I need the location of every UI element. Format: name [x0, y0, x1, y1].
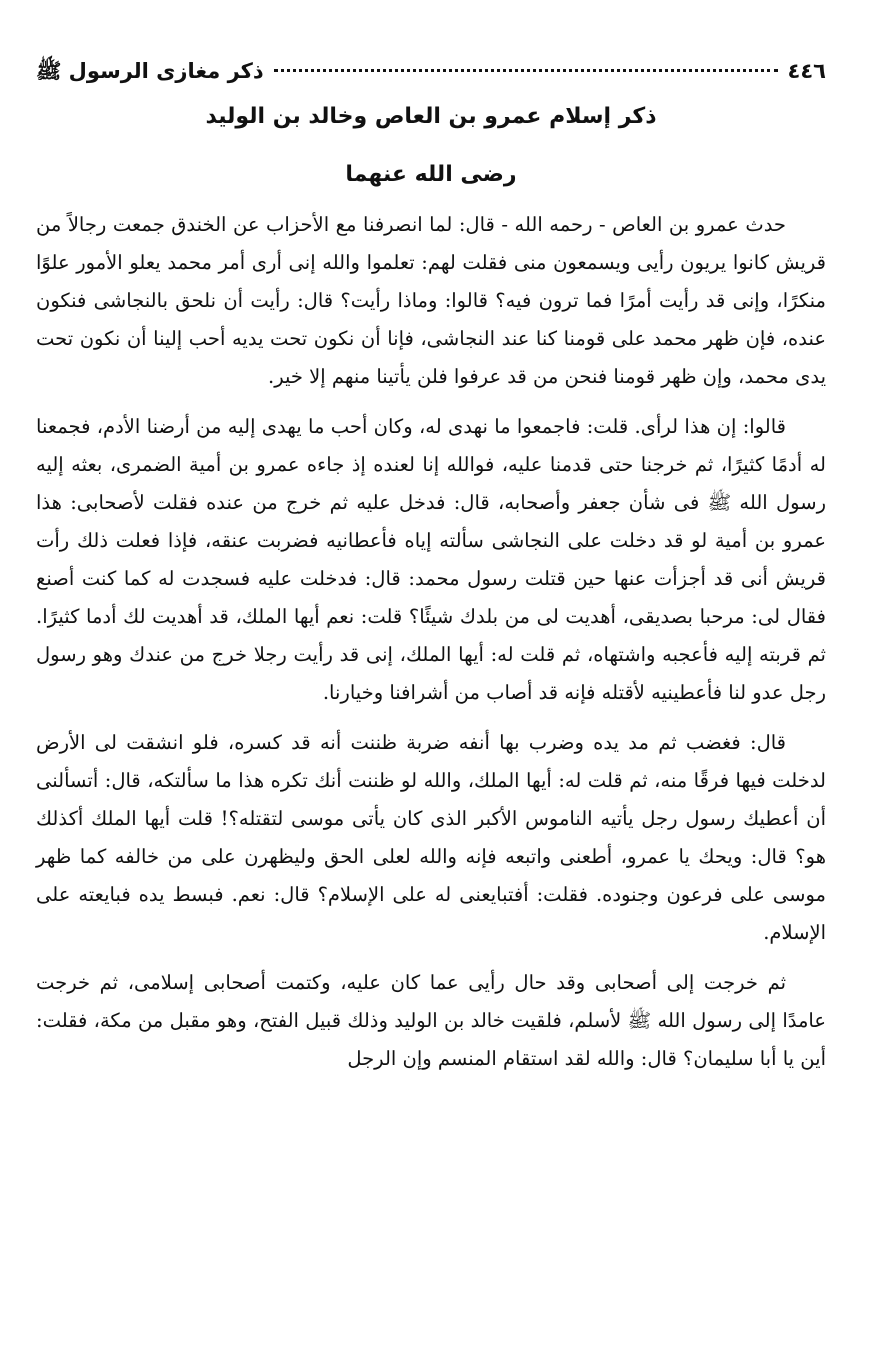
paragraph-4: ثم خرجت إلى أصحابى وقد حال رأيى عما كان عليه، وكتمت أصحابى إسلامى، ثم خرجت عامدًا إلى رسول الله ﷺ لأسلم، فلقيت خالد بن الوليد وذلك قبيل الفتح، وهو مقبل من مكة، فقلت: أين يا أبا سليمان؟ قال: والله لقد استقام المنسم وإن الرجل: [36, 971, 826, 1070]
book-page: [36, 58, 826, 1090]
paragraph-3: قال: فغضب ثم مد يده وضرب بها أنفه ضربة ظننت أنه قد كسره، فلو انشقت لى الأرض لدخلت فيها فرقًا منه، ثم قلت له: أيها الملك، والله لو ظننت أنك تكره هذا ما سألتكه، قال: أتسألنى أن أعطيك رسول رجل يأتيه الناموس الأكبر الذى كان يأتى موسى لتقتله؟! قلت أيها الملك أكذلك هو؟ قال: ويحك يا عمرو، أطعنى واتبعه فإنه والله لعلى الحق وليظهرن على من خالفه كما ظهر موسى على فرعون وجنوده. فقلت: أفتبايعنى له على الإسلام؟ قال: نعم. فبسط يده فبايعته على الإسلام.: [36, 731, 826, 944]
page-number: ٤٤٦: [787, 59, 826, 83]
paragraph-1: حدث عمرو بن العاص - رحمه الله - قال: لما انصرفنا مع الأحزاب عن الخندق جمعت رجالاً من قريش كانوا يريون رأيى ويسمعون منى فقلت لهم: تعلموا والله إنى أرى أمر محمد يعلو الأمور علوًا منكرًا، وإنى قد رأيت أمرًا فما ترون فيه؟ قالوا: وماذا رأيت؟ قال: رأيت أن نلحق بالنجاشى فنكون عنده، فإن ظهر محمد على قومنا كنا عند النجاشى، فإنا أن نكون تحت يديه أحب إلينا أن نكون تحت يدى محمد، وإن ظهر قومنا فنحن من قد عرفوا فلن يأتينا منهم إلا خير.: [36, 213, 826, 388]
chapter-subtitle: رضى الله عنهما: [345, 162, 517, 187]
dotted-leader: [274, 69, 778, 72]
paragraph-2: قالوا: إن هذا لرأى. قلت: فاجمعوا ما نهدى له، وكان أحب ما يهدى إليه من أرضنا الأدم، فجمعنا له أدمًا كثيرًا، ثم خرجنا حتى قدمنا عليه، فوالله إنا لعنده إذ جاءه عمرو بن أمية الضمرى، بعثه إليه رسول الله ﷺ فى شأن جعفر وأصحابه، قال: فدخل عليه ثم خرج من عنده فقلت لأصحابى: هذا عمرو بن أمية لو قد دخلت على النجاشى سألته إياه فأعطانيه فضربت عنقه، فإذا فعلت ذلك رأت قريش أنى قد أجزأت عنها حين قتلت رسول محمد: قال: فدخلت عليه فسجدت له كما كنت أصنع فقال لى: مرحبا بصديقى، أهديت لى من بلدك شيئًا؟ قلت: نعم أيها الملك، قد أهديت لك أدما كثيرًا. ثم قربته إليه فأعجبه واشتهاه، ثم قلت له: أيها الملك، إنى قد رأيت رجلا خرج من عندك وهو رسول رجل عدو لنا فأعطينيه لأقتله فإنه قد أصاب من أشرافنا وخيارنا.: [36, 415, 826, 704]
running-header-title: ذكر مغازى الرسول ﷺ: [36, 59, 264, 83]
running-header: [36, 58, 826, 90]
chapter-title: ذكر إسلام عمرو بن العاص وخالد بن الوليد: [205, 104, 657, 129]
